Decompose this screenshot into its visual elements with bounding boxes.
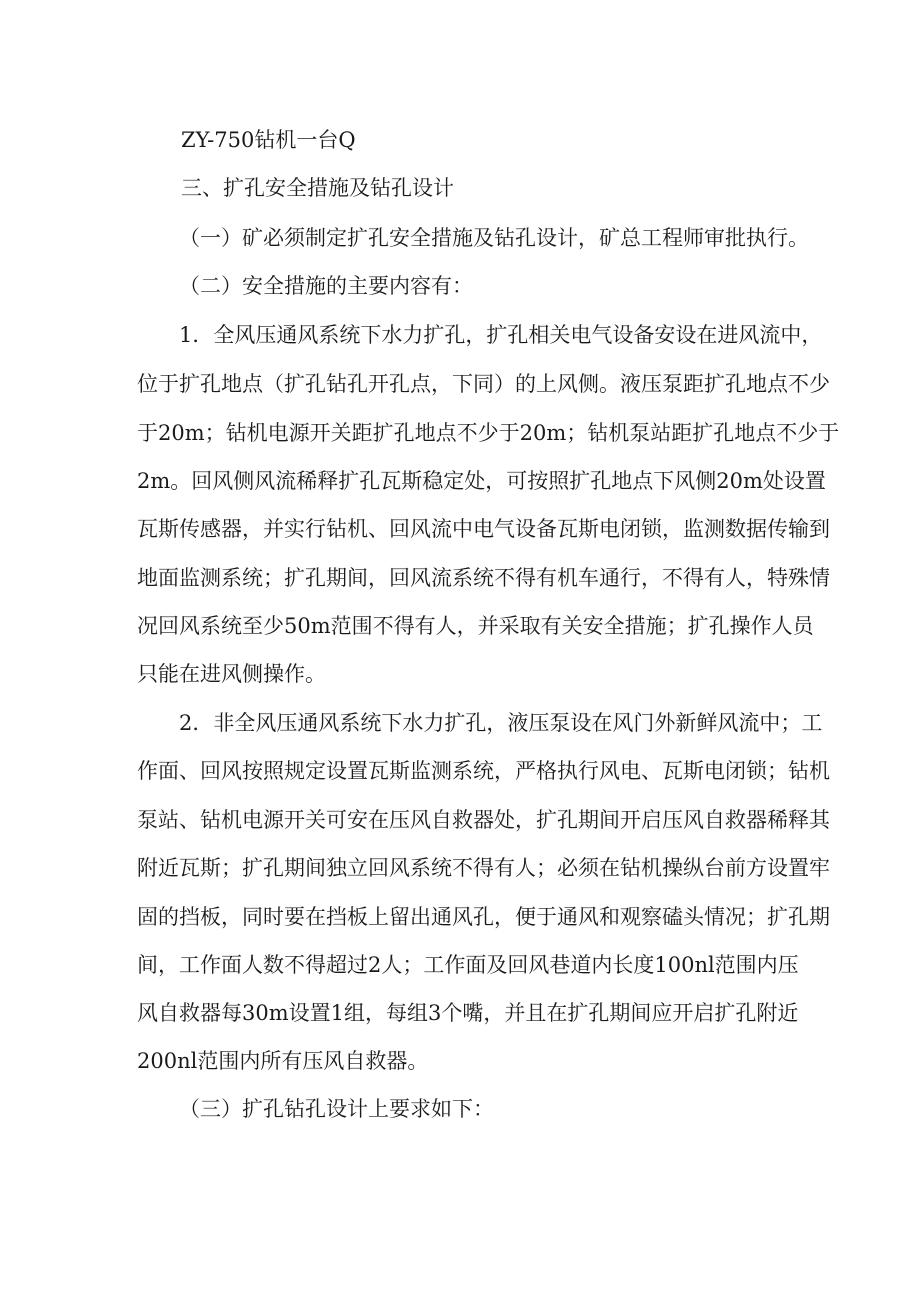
item-1-line: 于20m；钻机电源开关距扩孔地点不少于20m；钻机泵站距扩孔地点不少于	[137, 421, 840, 445]
item-2-line: 附近瓦斯；扩孔期间独立回风系统不得有人；必须在钻机操纵台前方设置牢	[137, 856, 830, 880]
item-1-line: 只能在进风侧操作。	[137, 662, 326, 686]
item-2-line: 间，工作面人数不得超过2人；工作面及回风巷道内长度100nl范围内压	[137, 953, 799, 977]
item-2-line: 固的挡板，同时要在挡板上留出通风孔，便于通风和观察磕头情况；扩孔期	[137, 905, 830, 929]
paragraph-3-line: （三）扩孔钻孔设计上要求如下：	[179, 1097, 494, 1121]
item-2-line: 泵站、钻机电源开关可安在压风自救器处，扩孔期间开启压风自救器稀释其	[137, 808, 830, 832]
item-1-line: 1．全风压通风系统下水力扩孔，扩孔相关电气设备安设在进风流中，	[179, 323, 823, 347]
paragraph-1-line: （一）矿必须制定扩孔安全措施及钻孔设计，矿总工程师审批执行。	[179, 226, 809, 250]
item-1-line: 位于扩孔地点（扩孔钻孔开孔点，下同）的上风侧。液压泵距扩孔地点不少	[137, 372, 830, 396]
item-2-line: 200nl范围内所有压风自救器。	[137, 1049, 429, 1073]
equipment-line: ZY-750钻机一台Q	[181, 128, 356, 152]
item-1-line: 2m。回风侧风流稀释扩孔瓦斯稳定处，可按照扩孔地点下风侧20m处设置	[137, 469, 826, 493]
paragraph-2-line: （二）安全措施的主要内容有：	[179, 274, 473, 298]
item-2-line: 风自救器每30m设置1组，每组3个嘴，并且在扩孔期间应开启扩孔附近	[137, 1001, 799, 1025]
item-1-line: 瓦斯传感器，并实行钻机、回风流中电气设备瓦斯电闭锁，监测数据传输到	[137, 517, 830, 541]
item-1-line: 地面监测系统；扩孔期间，回风流系统不得有机车通行，不得有人，特殊情	[137, 566, 830, 590]
section-heading: 三、扩孔安全措施及钻孔设计	[181, 176, 454, 200]
item-2-line: 作面、回风按照规定设置瓦斯监测系统，严格执行风电、瓦斯电闭锁；钻机	[137, 759, 830, 783]
item-1-line: 况回风系统至少50m范围不得有人，并采取有关安全措施；扩孔操作人员	[137, 614, 814, 638]
item-2-line: 2．非全风压通风系统下水力扩孔，液压泵设在风门外新鲜风流中；工	[179, 711, 823, 735]
